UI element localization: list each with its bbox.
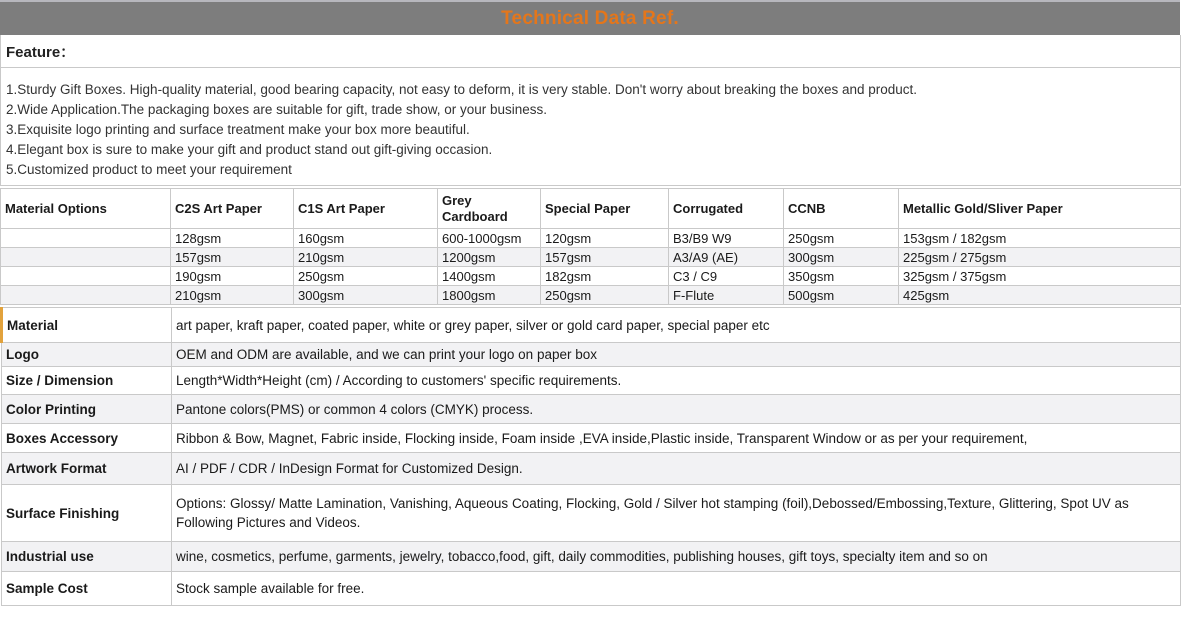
details-row [2,453,1181,485]
materials-cell: 157gsm [171,248,294,267]
materials-cell: 325gsm / 375gsm [899,267,1181,286]
feature-list [1,68,1180,185]
materials-row [1,286,1181,305]
materials-cell: 153gsm / 182gsm [899,229,1181,248]
details-value: art paper, kraft paper, coated paper, white or grey paper, silver or gold card paper, special paper etc [172,308,1181,343]
materials-cell: 1400gsm [438,267,541,286]
column-header: Special Paper [541,189,669,229]
feature-item: 5.Customized product to meet your requirement [6,162,292,177]
details-value: Ribbon & Bow, Magnet, Fabric inside, Flocking inside, Foam inside ,EVA inside,Plastic inside, Transparent Window or as per your requirement, [172,424,1181,453]
materials-cell: 250gsm [784,229,899,248]
materials-cell: 210gsm [294,248,438,267]
column-header: C1S Art Paper [294,189,438,229]
feature-item: 1.Sturdy Gift Boxes. High-quality material, good bearing capacity, not easy to deform, it is very stable. Don't worry about breaking the boxes and product. [6,82,918,97]
materials-body [1,229,1181,305]
feature-section [0,35,1181,186]
details-row [2,485,1181,542]
details-label: Size / Dimension [2,367,172,395]
details-row [2,343,1181,367]
column-header: Metallic Gold/Sliver Paper [899,189,1181,229]
details-table [0,307,1181,606]
column-header: CCNB [784,189,899,229]
details-label: Industrial use [2,542,172,572]
details-body [2,308,1181,606]
materials-cell: 210gsm [171,286,294,305]
details-label: Artwork Format [2,453,172,485]
details-row [2,572,1181,606]
materials-cell [1,286,171,305]
feature-heading: Feature： [1,35,1180,68]
details-label: Boxes Accessory [2,424,172,453]
materials-cell: 250gsm [541,286,669,305]
materials-row [1,229,1181,248]
details-value: Stock sample available for free. [172,572,1181,606]
materials-cell: 250gsm [294,267,438,286]
materials-cell: B3/B9 W9 [669,229,784,248]
materials-cell: 500gsm [784,286,899,305]
materials-cell: 225gsm / 275gsm [899,248,1181,267]
materials-cell: 1800gsm [438,286,541,305]
materials-cell: 128gsm [171,229,294,248]
details-row [2,367,1181,395]
materials-header-row [1,189,1181,229]
materials-cell: 157gsm [541,248,669,267]
materials-cell: 300gsm [294,286,438,305]
materials-cell: 425gsm [899,286,1181,305]
title-bar [0,2,1180,35]
materials-row [1,267,1181,286]
materials-cell: 182gsm [541,267,669,286]
feature-item: 2.Wide Application.The packaging boxes are suitable for gift, trade show, or your business. [6,102,548,117]
column-header: Material Options [1,189,171,229]
details-value: Options: Glossy/ Matte Lamination, Vanishing, Aqueous Coating, Flocking, Gold / Silver hot stamping (foil),Debossed/Embossing,Texture, Glittering, Spot UV as Following Pictures and Videos. [172,485,1181,542]
details-value: OEM and ODM are available, and we can print your logo on paper box [172,343,1181,367]
materials-cell: 600-1000gsm [438,229,541,248]
materials-row [1,248,1181,267]
materials-cell: 300gsm [784,248,899,267]
details-label: Sample Cost [2,572,172,606]
feature-item: 4.Elegant box is sure to make your gift and product stand out gift-giving occasion. [6,142,493,157]
feature-item: 3.Exquisite logo printing and surface treatment make your box more beautiful. [6,122,470,137]
page-title: Technical Data Ref. [501,7,679,29]
materials-cell: 190gsm [171,267,294,286]
materials-cell: F-Flute [669,286,784,305]
column-header: C2S Art Paper [171,189,294,229]
materials-cell [1,229,171,248]
column-header: Grey Cardboard [438,189,541,229]
details-row [2,308,1181,343]
details-value: Pantone colors(PMS) or common 4 colors (CMYK) process. [172,395,1181,424]
materials-cell: 1200gsm [438,248,541,267]
details-value: AI / PDF / CDR / InDesign Format for Customized Design. [172,453,1181,485]
details-row [2,542,1181,572]
materials-cell: 350gsm [784,267,899,286]
details-row [2,395,1181,424]
materials-cell [1,267,171,286]
materials-cell: A3/A9 (AE) [669,248,784,267]
details-value: Length*Width*Height (cm) / According to customers' specific requirements. [172,367,1181,395]
materials-cell: 160gsm [294,229,438,248]
materials-cell: 120gsm [541,229,669,248]
details-label: Color Printing [2,395,172,424]
details-row [2,424,1181,453]
materials-cell: C3 / C9 [669,267,784,286]
materials-table [0,188,1181,305]
column-header: Corrugated [669,189,784,229]
details-label: Logo [2,343,172,367]
details-label: Surface Finishing [2,485,172,542]
details-value: wine, cosmetics, perfume, garments, jewelry, tobacco,food, gift, daily commodities, publishing houses, gift toys, specialty item and so on [172,542,1181,572]
materials-cell [1,248,171,267]
details-label: Material [2,308,172,343]
